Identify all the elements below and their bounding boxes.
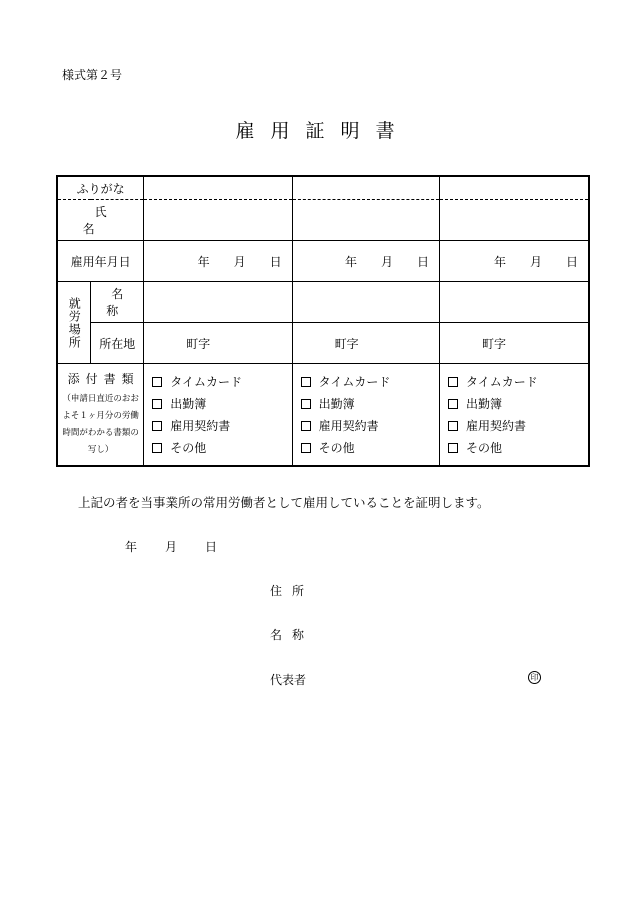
option-label: その他 <box>466 440 503 455</box>
employment-date-label: 雇用年月日 <box>57 241 144 282</box>
name-field-1[interactable] <box>144 200 292 241</box>
employment-date-field-2[interactable] <box>292 241 439 282</box>
employment-certificate-table <box>56 175 590 467</box>
option-label: 雇用契約書 <box>170 418 231 433</box>
attachments-row <box>57 364 589 467</box>
checkbox-timecard[interactable] <box>448 371 588 393</box>
employment-date-field-1[interactable] <box>144 241 292 282</box>
option-label: その他 <box>318 440 355 455</box>
checkbox-other[interactable] <box>448 437 588 459</box>
checkbox-employment-contract[interactable] <box>301 415 439 437</box>
checkbox-icon[interactable] <box>301 399 311 409</box>
workplace-address-label: 所在地 <box>91 323 144 364</box>
workplace-address-field-2[interactable] <box>292 323 439 364</box>
town-suffix: 町字 <box>482 336 507 351</box>
checkbox-icon[interactable] <box>301 421 311 431</box>
checkbox-icon[interactable] <box>448 421 458 431</box>
seal-icon: 印 <box>528 671 541 684</box>
checkbox-attendance-book[interactable] <box>152 393 291 415</box>
name-field-2[interactable] <box>292 200 439 241</box>
employment-date-row <box>57 241 589 282</box>
checkbox-icon[interactable] <box>448 377 458 387</box>
name-label: 氏名 <box>82 205 131 236</box>
year-unit: 年 <box>493 254 506 269</box>
checkbox-other[interactable] <box>152 437 291 459</box>
month-unit: 月 <box>165 540 178 554</box>
option-label: タイムカード <box>170 374 242 389</box>
checkbox-icon[interactable] <box>152 377 162 387</box>
workplace-address-field-3[interactable] <box>440 323 589 364</box>
checkbox-icon[interactable] <box>152 421 162 431</box>
town-suffix: 町字 <box>334 336 359 351</box>
furigana-field-2[interactable] <box>292 176 439 200</box>
workplace-name-field-2[interactable] <box>292 282 439 323</box>
checkbox-icon[interactable] <box>448 443 458 453</box>
company-name-label: 名称 <box>270 628 315 642</box>
checkbox-employment-contract[interactable] <box>152 415 291 437</box>
month-unit: 月 <box>233 254 246 269</box>
address-label: 住所 <box>270 584 315 598</box>
checkbox-icon[interactable] <box>152 399 162 409</box>
furigana-label: ふりがな <box>57 176 144 200</box>
checkbox-icon[interactable] <box>301 443 311 453</box>
workplace-name-field-3[interactable] <box>440 282 589 323</box>
town-suffix: 町字 <box>186 336 211 351</box>
year-unit: 年 <box>197 254 210 269</box>
name-row <box>57 200 589 241</box>
name-field-3[interactable] <box>440 200 589 241</box>
checkbox-attendance-book[interactable] <box>448 393 588 415</box>
month-unit: 月 <box>529 254 542 269</box>
checkbox-employment-contract[interactable] <box>448 415 588 437</box>
workplace-group-label: 就労場所 <box>57 282 91 364</box>
attachments-cell-3 <box>440 364 589 467</box>
certification-statement: 上記の者を当事業所の常用労働者として雇用していることを証明します。 <box>78 495 490 510</box>
workplace-name-field-1[interactable] <box>144 282 292 323</box>
option-label: 出勤簿 <box>466 396 503 411</box>
attachments-note: （申請日直近のおおよそ１ヶ月分の労働時間がわかる書類の写し） <box>62 394 139 455</box>
workplace-address-field-1[interactable] <box>144 323 292 364</box>
attachments-label-cell <box>57 364 144 467</box>
day-unit: 日 <box>269 254 282 269</box>
option-label: 出勤簿 <box>318 396 355 411</box>
attachment-checklist <box>440 371 588 459</box>
workplace-name-label: 名称 <box>106 287 134 318</box>
form-number: 様式第２号 <box>62 68 123 82</box>
year-unit: 年 <box>345 254 358 269</box>
attachment-checklist <box>293 371 439 459</box>
issue-date[interactable] <box>125 538 217 555</box>
attachments-label: 添付書類 <box>67 372 140 386</box>
checkbox-icon[interactable] <box>301 377 311 387</box>
option-label: 出勤簿 <box>170 396 207 411</box>
day-unit: 日 <box>205 540 218 554</box>
checkbox-icon[interactable] <box>448 399 458 409</box>
checkbox-timecard[interactable] <box>152 371 291 393</box>
furigana-field-1[interactable] <box>144 176 292 200</box>
year-unit: 年 <box>125 540 138 554</box>
day-unit: 日 <box>417 254 430 269</box>
checkbox-attendance-book[interactable] <box>301 393 439 415</box>
checkbox-timecard[interactable] <box>301 371 439 393</box>
checkbox-other[interactable] <box>301 437 439 459</box>
furigana-field-3[interactable] <box>440 176 589 200</box>
option-label: タイムカード <box>466 374 538 389</box>
option-label: 雇用契約書 <box>466 418 527 433</box>
option-label: その他 <box>170 440 207 455</box>
document-title: 雇用証明書 <box>235 120 411 142</box>
employment-date-field-3[interactable] <box>440 241 589 282</box>
day-unit: 日 <box>565 254 578 269</box>
attachments-cell-2 <box>292 364 439 467</box>
workplace-address-row <box>57 323 589 364</box>
furigana-row <box>57 176 589 200</box>
month-unit: 月 <box>381 254 394 269</box>
checkbox-icon[interactable] <box>152 443 162 453</box>
attachment-checklist <box>144 371 291 459</box>
attachments-cell-1 <box>144 364 292 467</box>
option-label: 雇用契約書 <box>318 418 379 433</box>
representative-label: 代表者 <box>270 673 307 687</box>
workplace-name-row <box>57 282 589 323</box>
option-label: タイムカード <box>318 374 391 389</box>
